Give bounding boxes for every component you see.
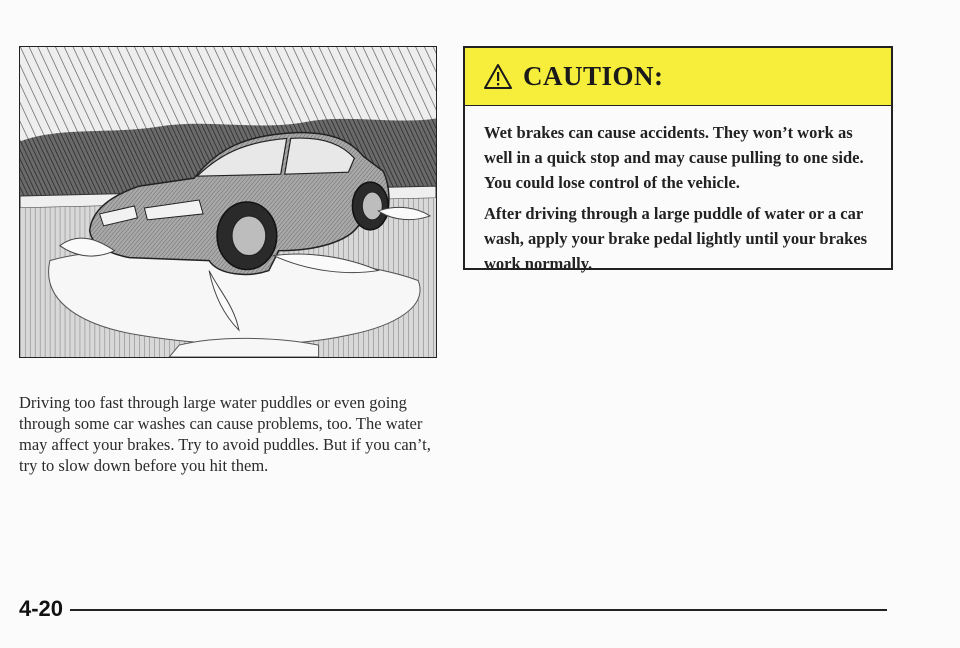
caution-title: CAUTION:	[523, 61, 664, 91]
caution-paragraph: After driving through a large puddle of water or a car wash, apply your brake pedal lightly until your brakes work normally.	[484, 204, 868, 273]
caution-body	[465, 106, 891, 276]
page-number: 4-20	[19, 596, 64, 621]
car-puddle-illustration	[19, 46, 437, 358]
warning-triangle-icon	[483, 63, 513, 90]
footer-rule	[70, 609, 887, 611]
caution-header	[465, 48, 891, 106]
car-driving-through-puddle-illustration	[20, 47, 436, 357]
body-paragraph: Driving too fast through large water puddles or even going through some car washes can cause problems, too. The water may affect your brakes. Try to avoid puddles. But if you can’t, try to slow down before you hit them.	[19, 393, 431, 475]
caution-box	[463, 46, 893, 273]
caution-paragraph: Wet brakes can cause accidents. They won’t work as well in a quick stop and may cause pulling to one side. You could lose control of the vehicle.	[484, 123, 864, 192]
